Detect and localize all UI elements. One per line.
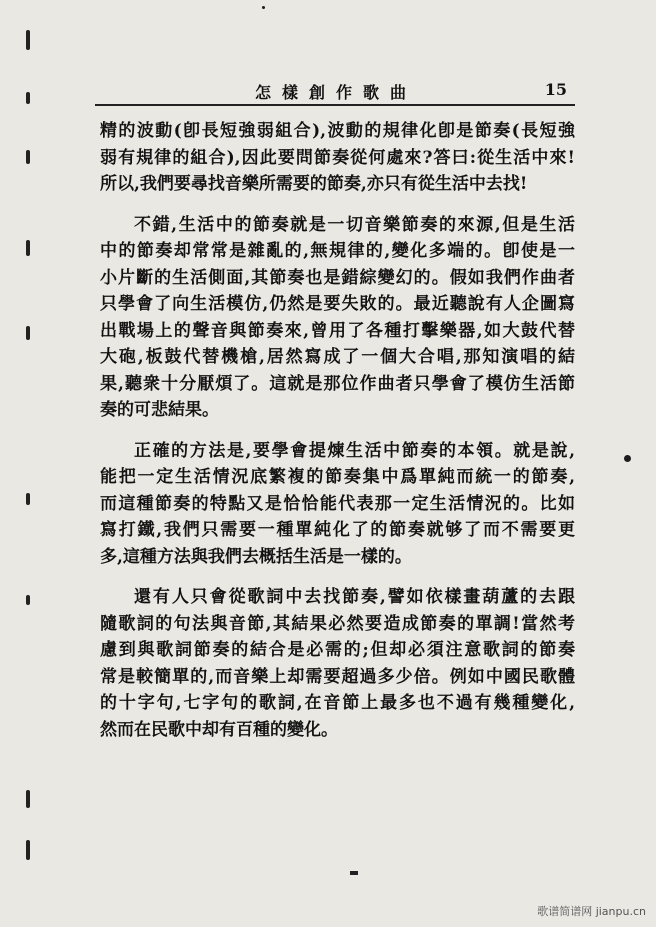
text-line: 中的節奏却常常是雜亂的,無規律的,變化多端的。卽使是一 <box>100 241 575 261</box>
text-line: 小片斷的生活側面,其節奏也是錯綜變幻的。假如我們作曲者 <box>100 267 575 288</box>
running-header <box>95 78 575 106</box>
text-line: 奏的可悲結果。 <box>100 400 219 420</box>
binding-mark <box>26 150 30 164</box>
paragraph-4 <box>100 584 575 743</box>
text-line: 的十字句,七字句的歌詞,在音節上最多也不過有幾種變化, <box>100 693 575 713</box>
text-line: 常是較簡單的,而音樂上却需要超過多少倍。例如中國民歌體 <box>100 666 575 687</box>
text-line: 正確的方法是,要學會提煉生活中節奏的本領。就是說, <box>134 440 575 461</box>
binding-mark <box>26 840 30 860</box>
text-line: 能把一定生活情況底繁複的節奏集中爲單純而統一的節奏, <box>100 467 575 487</box>
binding-mark <box>26 240 30 256</box>
page-number: 15 <box>544 80 567 99</box>
text-line: 不錯,生活中的節奏就是一切音樂節奏的來源,但是生活 <box>134 214 575 235</box>
text-line: 精的波動(卽長短強弱組合),波動的規律化卽是節奏(長短強 <box>100 121 575 141</box>
text-line: 隨歌詞的句法與音節,其結果必然要造成節奏的單調!當然考 <box>100 613 575 634</box>
paragraph-3 <box>100 438 575 571</box>
text-line: 寫打鐵,我們只需要一種單純化了的節奏就够了而不需要更 <box>100 520 575 540</box>
paragraph-2 <box>100 212 575 424</box>
text-line: 多,這種方法與我們去概括生活是一樣的。 <box>100 546 412 567</box>
ink-speck <box>624 455 631 462</box>
paragraph-1 <box>100 118 575 198</box>
header-title: 怎樣創作歌曲 <box>255 83 418 102</box>
text-line: 出戰場上的聲音與節奏來,曾用了各種打擊樂器,如大鼓代替 <box>100 320 575 341</box>
text-line: 然而在民歌中却有百種的變化。 <box>100 719 338 740</box>
body-text <box>100 118 575 757</box>
binding-mark <box>26 30 30 50</box>
ink-speck <box>262 6 265 9</box>
text-line: 慮到與歌詞節奏的結合是必需的;但却必須注意歌詞的節奏 <box>100 640 575 660</box>
text-line: 只學會了向生活模仿,仍然是要失敗的。最近聽說有人企圖寫 <box>100 294 575 314</box>
watermark: 歌谱简谱网 jianpu.cn <box>537 905 646 918</box>
binding-mark <box>26 326 30 340</box>
text-line: 還有人只會從歌詞中去找節奏,譬如依樣畫葫蘆的去跟 <box>134 587 575 607</box>
binding-mark <box>26 595 30 605</box>
text-line: 果,聽衆十分厭煩了。這就是那位作曲者只學會了模仿生活節 <box>100 373 575 394</box>
binding-marks <box>18 30 48 880</box>
text-line: 大砲,板鼓代替機槍,居然寫成了一個大合唱,那知演唱的結 <box>100 347 575 367</box>
bottom-ink-mark <box>350 871 358 875</box>
text-line: 所以,我們要尋找音樂所需要的節奏,亦只有從生活中去找! <box>100 174 528 194</box>
binding-mark <box>26 493 30 505</box>
binding-mark <box>26 790 30 808</box>
text-line: 而這種節奏的特點又是恰恰能代表那一定生活情況的。比如 <box>100 493 575 514</box>
text-line: 弱有規律的組合),因此要問節奏從何處來?答曰:從生活中來! <box>100 147 575 168</box>
binding-mark <box>26 92 30 104</box>
